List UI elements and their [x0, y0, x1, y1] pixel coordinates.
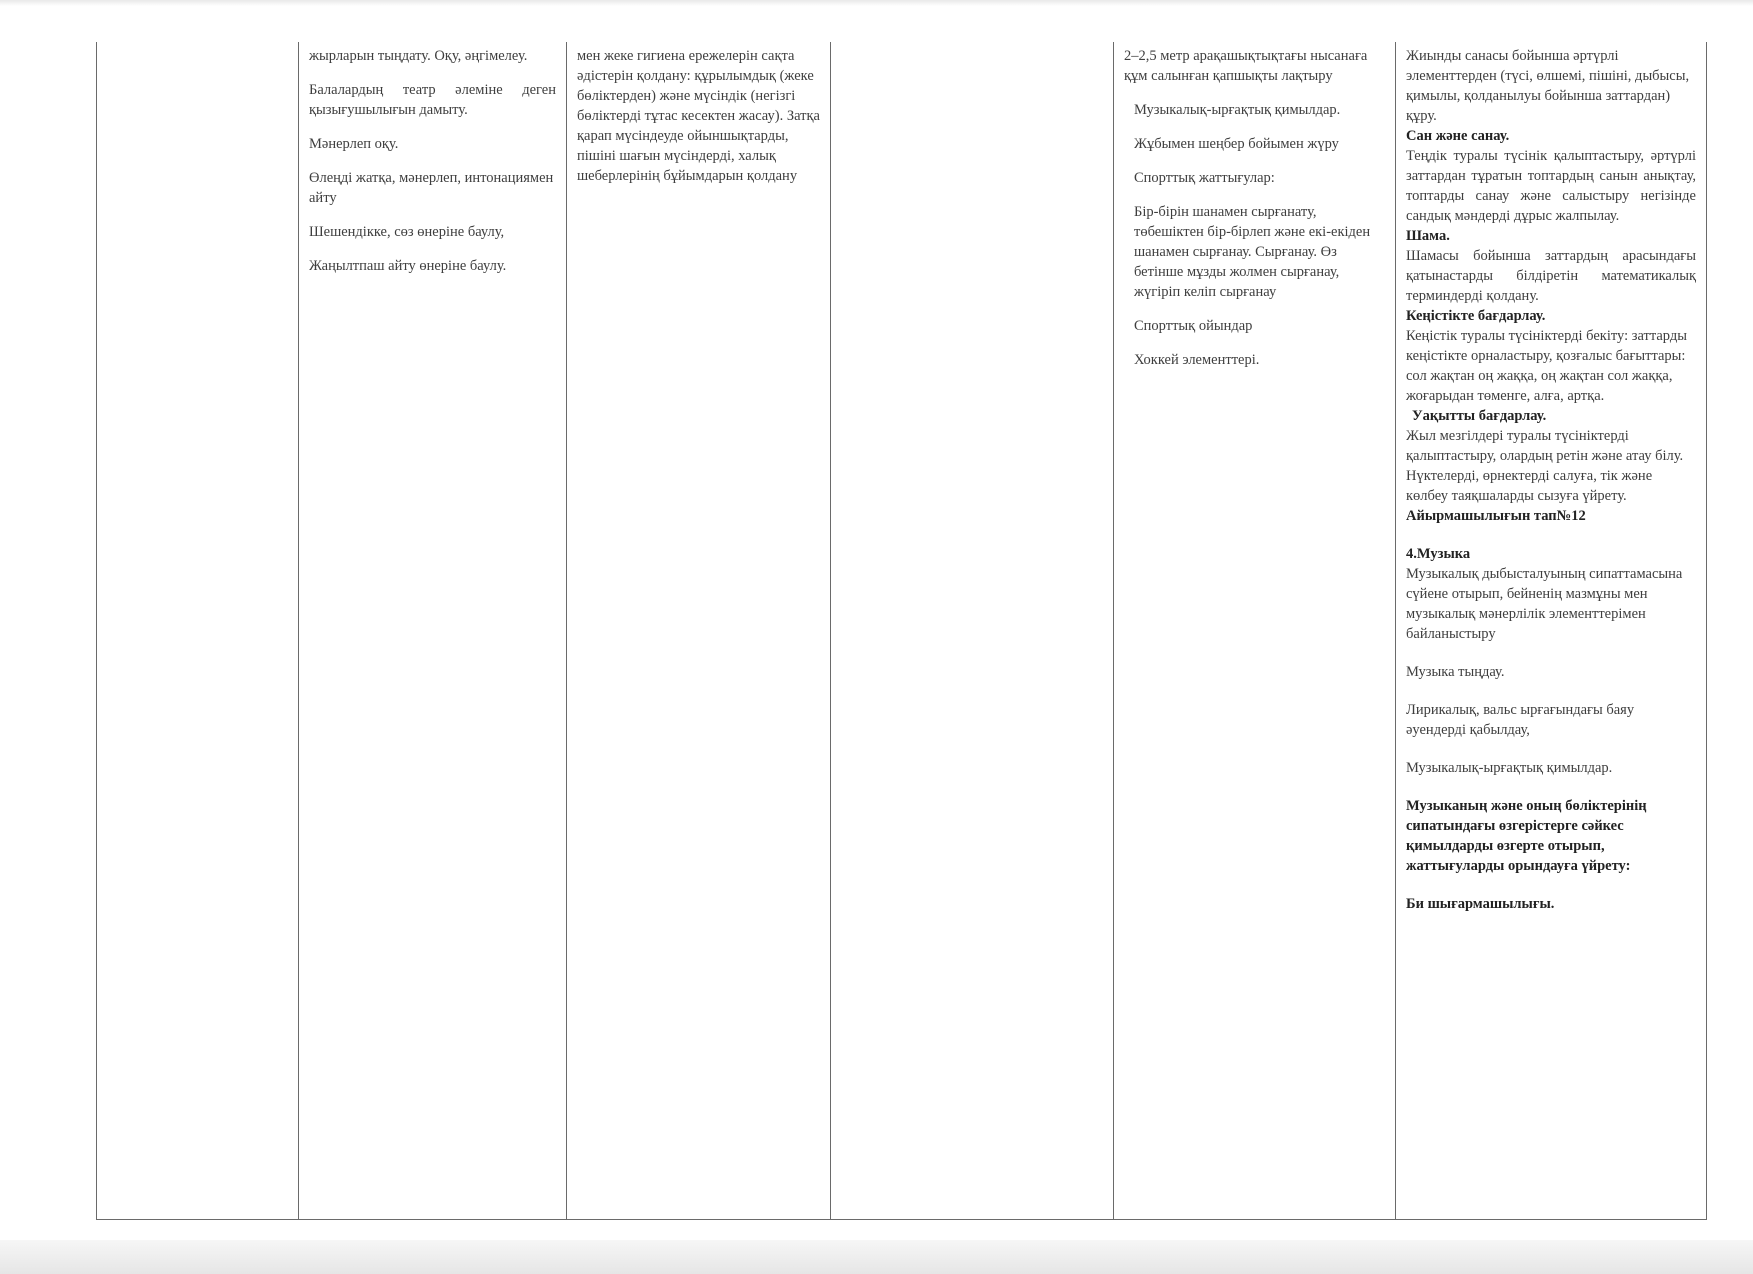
size-text: Шамасы бойынша заттардың арасындағы қатынастарды білдіретін математикалық терминдерді қолдану.	[1406, 248, 1696, 304]
pe-text-7: Хоккей элементтері.	[1134, 352, 1260, 368]
music-lyrical: Лирикалық, вальс ырғағындағы баяу әуендерді қабылдау,	[1406, 702, 1635, 738]
music-exercise-text: Музыканың және оның бөліктерінің сипатындағы өзгерістерге сәйкес қимылдарды өзгерте отырып, жаттығуларды орындауға үйрету:	[1406, 798, 1647, 874]
column-4-cell	[831, 42, 1114, 1219]
pe-text-4: Спорттық жаттығулар:	[1134, 170, 1275, 186]
dance-creativity: Би шығармашылығы.	[1406, 896, 1555, 912]
modeling-text: мен жеке гигиена ережелерін сақта әдістерін қолдану: құрылымдық (жеке бөліктерден) және мүсіндік (негізгі бөліктерді тұтас кесектен жасау). Затқа қарап мүсіндеуде ойыншықтарды, пішіні шағын мүсіндерді, халық шеберлерінің бұйымдарын қолдану	[577, 48, 820, 184]
table-row	[97, 42, 1707, 1219]
pe-text-5: Бір-бірін шанамен сырғанату, төбешіктен бір-бірлеп және екі-екіден шанамен сырғанау. Сырғанау. Өз бетінше мұзды жолмен сырғанау, жүгіріп келіп сырғанау	[1134, 204, 1371, 300]
scan-top-edge	[0, 0, 1753, 6]
pe-text-2: Музыкалық-ырғақтық қимылдар.	[1134, 102, 1341, 118]
space-orientation-text: Кеңістік туралы түсініктерді бекіту: заттарды кеңістікте орналастыру, қозғалыс бағыттары: сол жақтан оң жаққа, оң жақтан сол жаққа, жоғарыдан төменге, алға, артқа.	[1406, 328, 1687, 404]
scan-bottom-edge	[0, 1240, 1753, 1274]
curriculum-table	[96, 42, 1707, 1220]
speech-text-3: Мәнерлеп оқу.	[309, 136, 399, 152]
music-text: Музыкалық дыбысталуының сипаттамасына сүйене отырып, бейненің мазмұны мен музыкалық мәнерлілік элементтерімен байланыстыру	[1406, 566, 1683, 642]
number-counting-text: Теңдік туралы түсінік қалыптастыру, әртүрлі заттардан тұратын топтардың санын анықтау, топтарды санау және салыстыру негізінде сандық мәндерді дұрыс жалпылау.	[1406, 148, 1696, 224]
time-orientation-text: Жыл мезгілдері туралы түсініктерді қалыптастыру, олардың ретін және атау білу. Нүктелерді, өрнектерді салуға, тік және көлбеу таяқшаларды сызуға үйрету.	[1406, 428, 1684, 504]
pe-text-3: Жұбымен шеңбер бойымен жүру	[1134, 136, 1339, 152]
speech-text-4: Өлеңді жатқа, мәнерлеп, интонациямен айту	[309, 170, 554, 206]
math-intro: Жиынды санасы бойынша әртүрлі элементтерден (түсі, өлшемі, пішіні, дыбысы, қимылы, қолданылуы бойынша заттардан) құру.	[1406, 48, 1690, 124]
heading-size: Шама.	[1406, 228, 1450, 244]
column-5-cell	[1114, 42, 1396, 1219]
heading-find-difference: Айырмашылығын тап№12	[1406, 508, 1586, 524]
pe-text-6: Спорттық ойындар	[1134, 318, 1253, 334]
heading-number-counting: Сан және санау.	[1406, 128, 1510, 144]
speech-text-5: Шешендікке, сөз өнеріне баулу,	[309, 224, 505, 240]
heading-time-orientation: Уақытты бағдарлау.	[1412, 408, 1547, 424]
music-rhythmic-movements: Музыкалық-ырғақтық қимылдар.	[1406, 760, 1613, 776]
column-3-cell	[567, 42, 831, 1219]
speech-text-2: Балалардың театр әлеміне деген қызығушылығын дамыту.	[309, 82, 556, 118]
speech-text-1: жырларын тыңдату. Оқу, әңгімелеу.	[309, 48, 528, 64]
music-listening: Музыка тыңдау.	[1406, 664, 1505, 680]
column-1-cell	[97, 42, 299, 1219]
column-6-cell	[1396, 42, 1707, 1219]
speech-text-6: Жаңылтпаш айту өнеріне баулу.	[309, 258, 507, 274]
pe-text-1: 2–2,5 метр арақашықтықтағы нысанаға құм салынған қапшықты лақтыру	[1124, 48, 1368, 84]
column-2-cell	[299, 42, 567, 1219]
heading-music: 4.Музыка	[1406, 546, 1471, 562]
heading-space-orientation: Кеңістікте бағдарлау.	[1406, 308, 1546, 324]
